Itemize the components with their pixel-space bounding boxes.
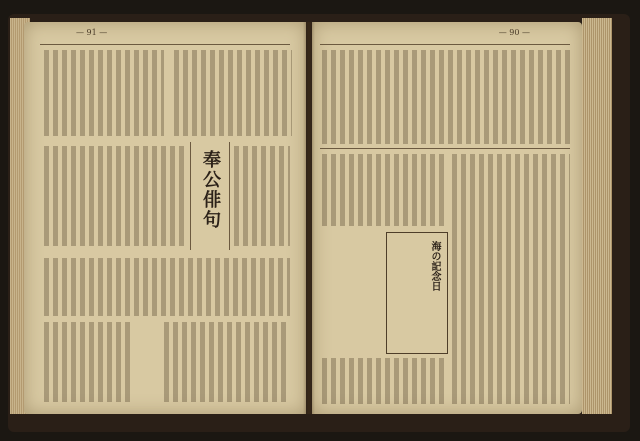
right-page-number: — 90 — [498,28,530,37]
text-block [452,154,570,404]
text-block [322,358,446,404]
text-block [234,146,290,246]
text-block [44,258,290,316]
book-gutter [303,22,315,414]
box-title: 海の記念日 [429,241,440,291]
text-block [174,50,292,136]
section-title: 奉公俳句 [200,150,221,230]
signature-box [136,322,158,386]
right-page-edge [582,18,612,414]
right-page [312,22,582,414]
text-block [322,50,570,144]
left-page-number: — 91 — [76,28,108,37]
haiku-title-box [190,142,230,250]
middle-rule [320,148,570,149]
top-rule [320,44,570,45]
text-block [44,322,132,402]
left-page [24,22,306,414]
text-block [322,154,446,226]
top-rule [40,44,290,45]
memorial-day-box [386,232,448,354]
text-block [44,146,184,246]
text-block [44,50,164,136]
text-block [164,322,290,402]
